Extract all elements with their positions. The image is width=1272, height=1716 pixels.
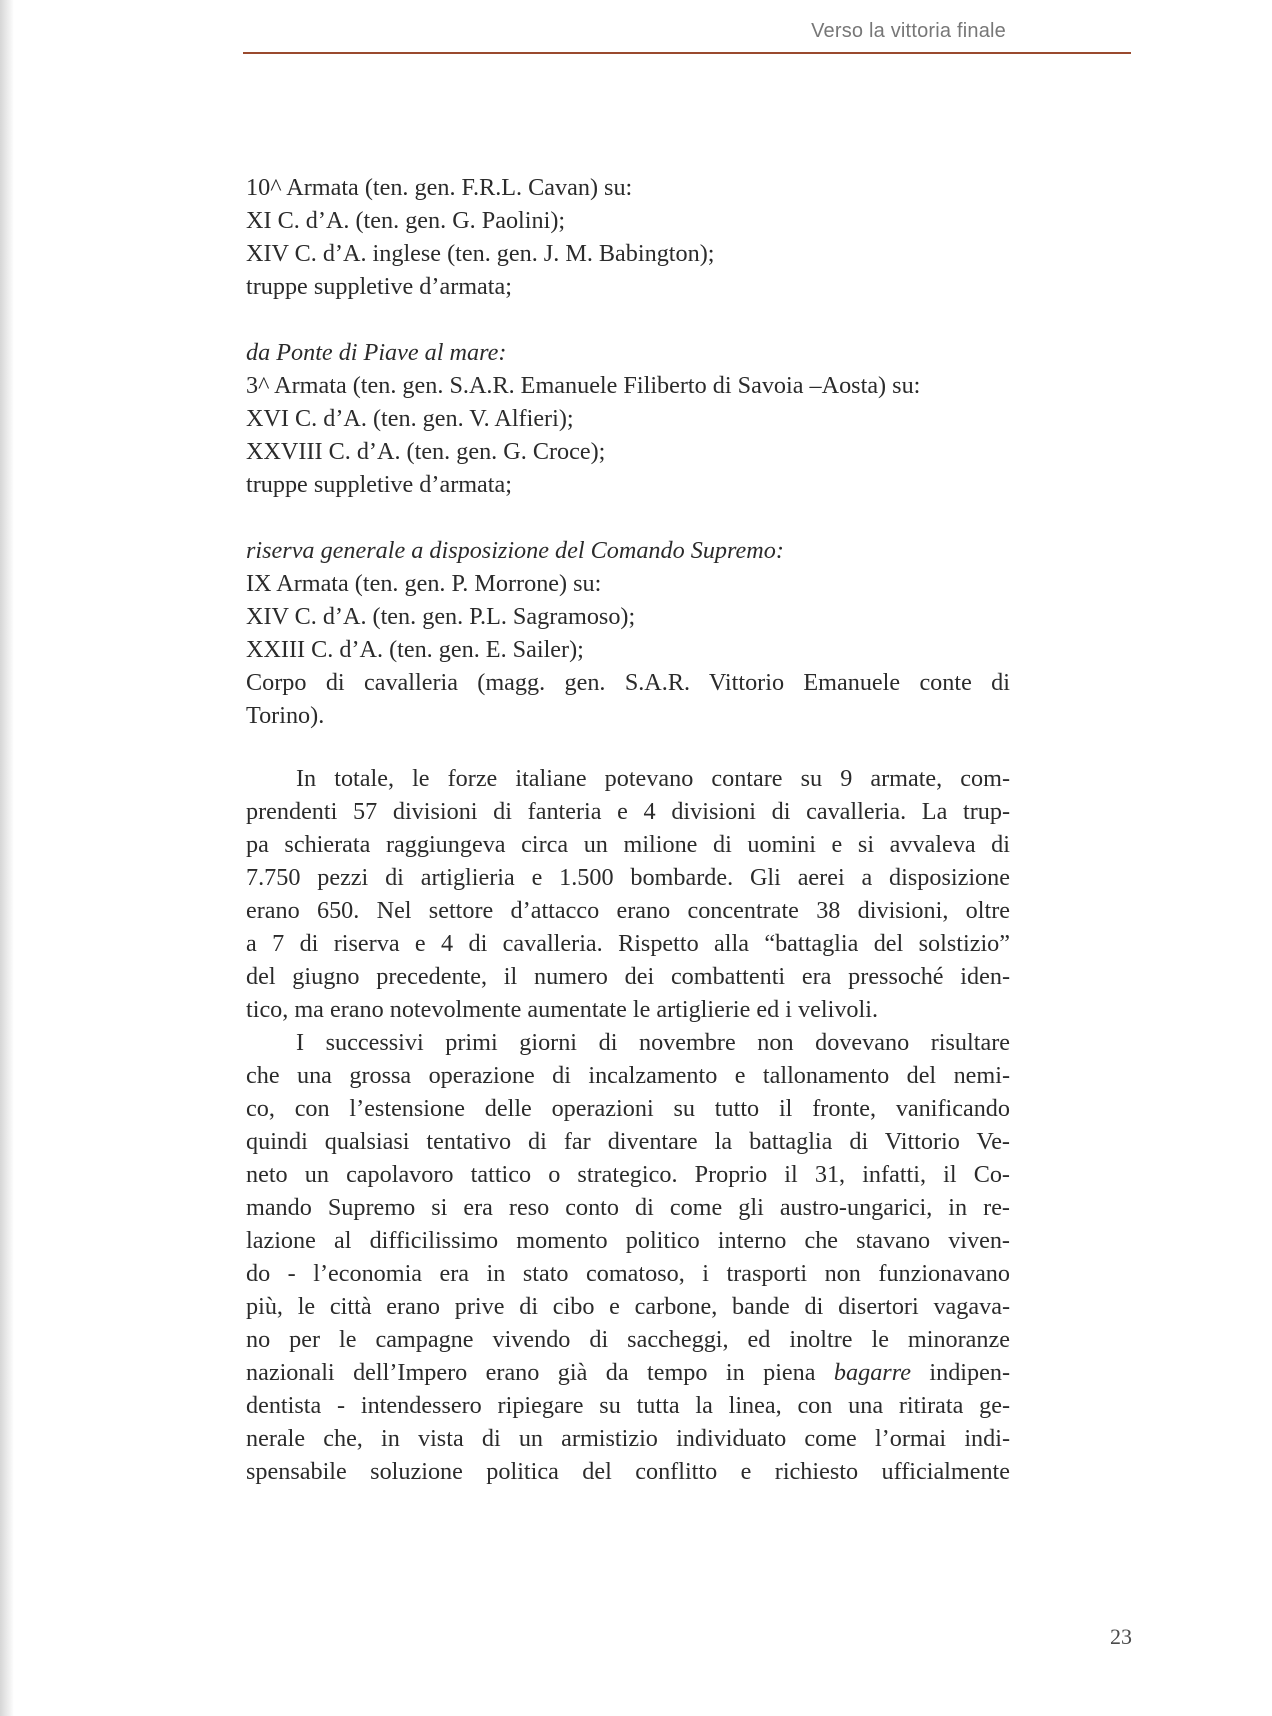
- paragraph-line: erano 650. Nel settore d’attacco erano concentrate 38 divisioni, oltre: [246, 897, 1010, 924]
- order-of-battle-block-2: [246, 336, 1010, 501]
- list-line: IX Armata (ten. gen. P. Morrone) su:: [246, 570, 602, 597]
- paragraph-line: I successivi primi giorni di novembre non dovevano risultare: [296, 1029, 1010, 1056]
- page-number: 23: [1110, 1624, 1132, 1649]
- page-body: [246, 171, 1010, 1488]
- paragraph-line: 7.750 pezzi di artiglieria e 1.500 bombarde. Gli aerei a disposizione: [246, 864, 1010, 891]
- paragraph-line: tico, ma erano notevolmente aumentate le artiglierie ed i velivoli.: [246, 996, 878, 1023]
- paragraph-text: nazionali dell’Impero erano già da tempo in piena: [246, 1359, 834, 1386]
- paragraph-line: che una grossa operazione di incalzamento e tallonamento del nemi-: [246, 1062, 1010, 1089]
- block-spacer: [246, 303, 1010, 336]
- running-header: Verso la vittoria finale: [811, 20, 1006, 42]
- paragraph-line: lazione al difficilissimo momento politico interno che stavano viven-: [246, 1227, 1010, 1254]
- paragraph-line: quindi qualsiasi tentativo di far diventare la battaglia di Vittorio Ve-: [246, 1128, 1010, 1155]
- paragraph-line: più, le città erano prive di cibo e carbone, bande di disertori vagava-: [246, 1293, 1010, 1320]
- block-spacer: [246, 732, 1010, 762]
- paragraph-line: co, con l’estensione delle operazioni su tutto il fronte, vanificando: [246, 1095, 1010, 1122]
- list-line: XI C. d’A. (ten. gen. G. Paolini);: [246, 207, 566, 234]
- paragraph-line: In totale, le forze italiane potevano contare su 9 armate, com-: [296, 765, 1010, 792]
- order-of-battle-block-3: [246, 534, 1010, 732]
- order-of-battle-block-1: [246, 171, 1010, 303]
- paragraph-line: spensabile soluzione politica del conflitto e richiesto ufficialmente: [246, 1458, 1010, 1485]
- list-line: XVI C. d’A. (ten. gen. V. Alfieri);: [246, 405, 574, 432]
- header-rule: [243, 52, 1131, 54]
- paragraph-line: no per le campagne vivendo di saccheggi, ed inoltre le minoranze: [246, 1326, 1010, 1353]
- list-line: XIV C. d’A. inglese (ten. gen. J. M. Babington);: [246, 240, 715, 267]
- paragraph-line: do - l’economia era in stato comatoso, i trasporti non funzionavano: [246, 1260, 1010, 1287]
- section-heading: riserva generale a disposizione del Comando Supremo:: [246, 537, 784, 564]
- list-line: Corpo di cavalleria (magg. gen. S.A.R. Vittorio Emanuele conte di: [246, 669, 1010, 696]
- paragraph-line: a 7 di riserva e 4 di cavalleria. Rispetto alla “battaglia del solstizio”: [246, 930, 1010, 957]
- list-line: Torino).: [246, 702, 325, 729]
- list-line: 10^ Armata (ten. gen. F.R.L. Cavan) su:: [246, 174, 633, 201]
- italic-term: bagarre: [833, 1359, 911, 1386]
- paragraph-line: mando Supremo si era reso conto di come gli austro-ungarici, in re-: [246, 1194, 1010, 1221]
- list-line: XXVIII C. d’A. (ten. gen. G. Croce);: [246, 438, 606, 465]
- list-line: truppe suppletive d’armata;: [246, 471, 512, 498]
- section-heading: da Ponte di Piave al mare:: [246, 339, 507, 366]
- paragraph-text: indipen-: [910, 1359, 1010, 1386]
- list-line: XIV C. d’A. (ten. gen. P.L. Sagramoso);: [246, 603, 636, 630]
- paragraph-line: dentista - intendessero ripiegare su tutta la linea, con una ritirata ge-: [246, 1392, 1010, 1419]
- list-line: 3^ Armata (ten. gen. S.A.R. Emanuele Filiberto di Savoia –Aosta) su:: [246, 372, 921, 399]
- paragraph-line: prendenti 57 divisioni di fanteria e 4 divisioni di cavalleria. La trup-: [246, 798, 1010, 825]
- body-paragraph-2: [246, 1026, 1010, 1488]
- page-gutter-shadow: [0, 0, 14, 1716]
- body-paragraph-1: [246, 762, 1010, 1026]
- list-line: truppe suppletive d’armata;: [246, 273, 512, 300]
- list-line: XXIII C. d’A. (ten. gen. E. Sailer);: [246, 636, 584, 663]
- paragraph-line: neto un capolavoro tattico o strategico. Proprio il 31, infatti, il Co-: [246, 1161, 1010, 1188]
- block-spacer: [246, 501, 1010, 534]
- paragraph-line: [246, 1356, 1010, 1389]
- paragraph-line: del giugno precedente, il numero dei combattenti era pressoché iden-: [246, 963, 1010, 990]
- paragraph-line: pa schierata raggiungeva circa un milione di uomini e si avvaleva di: [246, 831, 1010, 858]
- paragraph-line: nerale che, in vista di un armistizio individuato come l’ormai indi-: [246, 1425, 1010, 1452]
